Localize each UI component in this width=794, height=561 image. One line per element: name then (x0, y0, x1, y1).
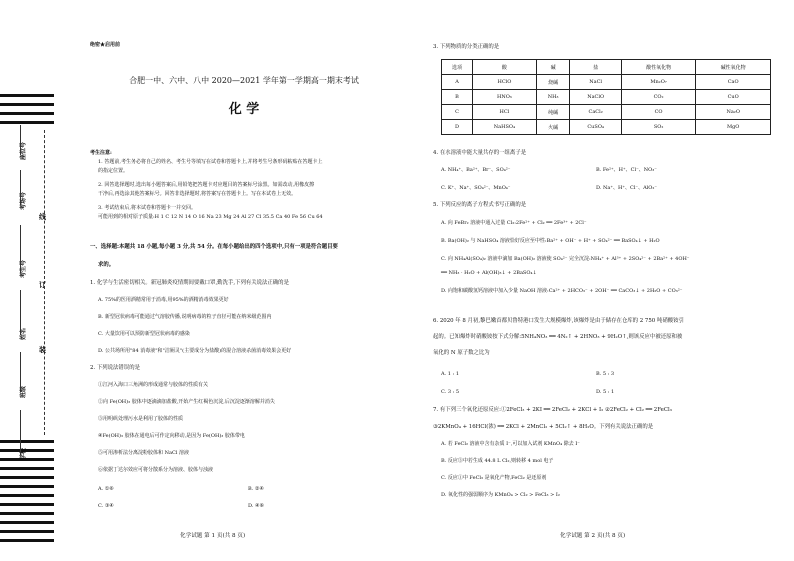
statement-4: ④Fe(OH)₃ 胶体在通电后可作定向移动,是因为 Fe(OH)₃ 胶体带电 (98, 433, 245, 439)
question-stem-cont: ③2KMnO₄ + 16HCl(浓) ══ 2KCl + 2MnCl₂ + 5Cl₂↑ + 8H₂O。下列有关说法正确的是 (433, 424, 654, 430)
question-7 (433, 407, 672, 509)
section-heading: 一、选择题:本题共 18 小题,每小题 3 分,共 54 分。在每小题给出的四个选项中,只有一项是符合题目要 (90, 244, 338, 250)
school-label: 学校 (20, 447, 27, 460)
table-header-cell: 选项 (442, 60, 473, 75)
binding-mark-mount: 装 (39, 345, 46, 354)
table-cell: CuSO₄ (570, 120, 621, 135)
name-label: 姓名 (20, 327, 27, 340)
table-cell: Mn₂O₇ (621, 75, 696, 90)
table-header-cell: 碱性氧化物 (696, 60, 771, 75)
option-a: A. 75%的医用酒精常用于消毒,用95%的酒精消毒效果更好 (98, 297, 229, 303)
statement-6: ⑥依据丁达尔效应可将分散系分为溶液、胶体与浊液 (98, 467, 214, 473)
table-cell: D (442, 120, 473, 135)
option-c: C. 大量饮用可以预防新型冠状病毒的感染 (98, 331, 190, 337)
option-d: D. 氧化性的强弱顺序为 KMnO₄ > Cl₂ > FeCl₃ > I₂ (441, 492, 560, 498)
statement-3: ③用明矾处理污水是利用了胶体的性质 (98, 416, 184, 422)
option-c-cont: ══ NH₃ · H₂O + Al(OH)₃↓ + 2BaSO₄↓ (441, 270, 537, 276)
option-b: B. 新型冠状病毒可能通过气溶胶传播,说明病毒的粒子直径可能在纳米级范围内 (98, 314, 272, 320)
question-1 (90, 280, 291, 365)
atomic-mass-line: 可能用到的相对原子质量:H 1 C 12 N 14 O 16 Na 23 Mg 24 Al 27 Cl 35.5 Ca 40 Fe 56 Cu 64 (98, 214, 323, 220)
option-a: A. ①⑥ (98, 486, 114, 492)
table-cell: CuO (696, 90, 771, 105)
table-header-cell: 盐 (570, 60, 621, 75)
question-3-stem: 3. 下列物质的分类正确的是 (433, 44, 500, 50)
option-b: B. ②④ (248, 486, 264, 492)
question-stem: 5. 下列反应的离子方程式书写正确的是 (433, 202, 527, 208)
question-4 (433, 150, 526, 157)
option-d: D. 5 : 1 (596, 389, 615, 395)
question-stem-cont: 起的。已知爆炸时硝酸铵按下式分解:5NH₄NO₃ ══ 4N₂↑ + 2HNO₃ + 9H₂O↑,则该反应中被还原和被 (433, 334, 683, 340)
page-footer-left: 化学试题 第 1 页(共 8 页) (180, 533, 246, 539)
table-cell: CO₂ (621, 90, 696, 105)
notice-line: 1. 答题前,考生务必将自己的姓名、考生号等填写在试卷和答题卡上,并将考生号条形码粘贴在答题卡上 (98, 159, 323, 165)
table-row (442, 120, 771, 135)
option-b: B. Fe²⁺、H⁺、Cl⁻、NO₃⁻ (596, 167, 657, 173)
statement-2: ②向 Fe(OH)₃ 胶体中逐滴滴加盐酸,开始产生红褐色沉淀,后沉淀逐渐溶解并消失 (98, 399, 275, 405)
table-header-row (442, 60, 771, 75)
table-header-cell: 酸 (473, 60, 537, 75)
table-header-cell: 碱 (536, 60, 570, 75)
table-header-cell: 酸性氧化物 (621, 60, 696, 75)
section-heading-cont: 求的。 (98, 262, 115, 268)
table-cell: B (442, 90, 473, 105)
table-cell: 烧碱 (536, 75, 570, 90)
notice-line: 3. 考试结束后,将本试卷和答题卡一并交回。 (98, 205, 196, 211)
question-stem: 2. 下列说法错误的是 (90, 365, 140, 371)
question-2 (90, 365, 275, 484)
classification-table (441, 59, 771, 135)
option-a: A. 向 FeBr₂ 溶液中通入过量 Cl₂:2Fe²⁺ + Cl₂ ══ 2Fe³⁺ + 2Cl⁻ (441, 220, 587, 226)
table-cell: MgO (696, 120, 771, 135)
binding-mark-line: 线 (39, 212, 46, 221)
table-cell: NaCl (570, 75, 621, 90)
option-a: A. 若 FeCl₂ 溶液中含有杂质 I⁻,可以加入试剂 KMnO₄ 除去 I⁻ (441, 441, 580, 447)
question-5 (433, 202, 689, 306)
question-stem: 6. 2020 年 8 月初,黎巴嫩首都贝鲁特港口发生大规模爆炸,该爆炸是由于储存在仓库的 2 750 吨硝酸铵引 (433, 318, 684, 324)
option-d: D. Na⁺、H⁺、Cl⁻、AlO₂⁻ (596, 185, 658, 191)
option-b: B. Ba(OH)₂ 与 NaHSO₄ 溶液恰好反应至中性:Ba²⁺ + OH⁻ + H⁺ + SO₄²⁻ ══ BaSO₄↓ + H₂O (441, 238, 660, 244)
table-cell: A (442, 75, 473, 90)
table-row (442, 105, 771, 120)
binding-mark-bind: 订 (39, 280, 46, 289)
option-a: A. 1 : 1 (441, 371, 460, 377)
table-cell: HNO₃ (473, 90, 537, 105)
table-cell: NaHSO₄ (473, 120, 537, 135)
notice-line: 的指定位置。 (98, 168, 129, 174)
question-stem: 4. 在水溶液中能大量共存的一组离子是 (433, 150, 527, 156)
table-cell: NH₃ (536, 90, 570, 105)
table-cell: 纯碱 (536, 105, 570, 120)
page-footer-right: 化学试题 第 2 页(共 8 页) (560, 533, 626, 539)
option-b: B. 5 : 3 (596, 371, 615, 377)
table-cell: SO₂ (621, 120, 696, 135)
notice-line: 2. 回答选择题时,选出每小题答案后,用铅笔把答题卡对应题目的答案标号涂黑。如需改动,用橡皮擦 (98, 182, 315, 188)
notice-line: 干净后,再选涂其他答案标号。回答非选择题时,将答案写在答题卡上。写在本试卷上无效。 (98, 191, 297, 197)
table-cell: HClO (473, 75, 537, 90)
option-c: C. 反应①中 FeCl₃ 是氧化产物,FeCl₂ 是还原剂 (441, 475, 547, 481)
statement-5: ⑤可用渗析法分离淀粉胶体和 NaCl 溶液 (98, 450, 189, 456)
notice-list (98, 159, 323, 223)
option-b: B. 反应③中若生成 44.8 L Cl₂,则转移 4 mol 电子 (441, 458, 554, 464)
table-cell: NaClO (570, 90, 621, 105)
table-cell: CO (621, 105, 696, 120)
table-row (442, 75, 771, 90)
option-d: D. 向饱和碳酸氢钙溶液中加入少量 NaOH 溶液:Ca²⁺ + 2HCO₃⁻ + 2OH⁻ ══ CaCO₃↓ + 2H₂O + CO₃²⁻ (441, 288, 683, 294)
room-number-label: 考场号 (20, 191, 27, 210)
option-d: D. ④⑥ (248, 503, 264, 509)
table-cell: CaO (696, 75, 771, 90)
option-d: D. 公共场所用"84 消毒液"和"洁厕灵"(主要成分为盐酸)的混合溶液杀菌消毒效果会更好 (98, 348, 292, 354)
table-cell: 火碱 (536, 120, 570, 135)
notice-title: 考生注意: (90, 150, 112, 156)
option-c: C. ③④ (98, 503, 114, 509)
option-c: C. K⁺、Na⁺、SO₄²⁻、MnO₄⁻ (441, 185, 511, 191)
student-number-label: 考生号 (20, 259, 27, 278)
option-a: A. NH₄⁺、Ba²⁺、Br⁻、SO₄²⁻ (441, 167, 511, 173)
table-cell: C (442, 105, 473, 120)
question-6 (433, 318, 684, 366)
table-row (442, 90, 771, 105)
option-c: C. 3 : 5 (441, 389, 460, 395)
class-label: 班级 (20, 385, 27, 398)
table-cell: Na₂O (696, 105, 771, 120)
table-cell: HCl (473, 105, 537, 120)
question-stem-cont: 氧化的 N 原子数之比为 (433, 350, 490, 356)
question-stem: 1. 化学与生活密切相关。新冠肺炎疫情期间要戴口罩,勤洗手,下列有关说法正确的是 (90, 280, 289, 286)
option-c: C. 向 NH₄Al(SO₄)₂ 溶液中滴加 Ba(OH)₂ 溶液使 SO₄²⁻ 完全沉淀:NH₄⁺ + Al³⁺ + 2SO₄²⁻ + 2Ba²⁺ + 4OH⁻ (441, 256, 690, 262)
exam-title: 合肥一中、六中、八中 2020—2021 学年第一学期高一期末考试 (129, 76, 359, 85)
confidential-label: 绝密★启用前 (90, 42, 121, 48)
seat-number-label: 座位号 (20, 141, 27, 160)
question-stem: 7. 有下列三个氧化还原反应:①2FeCl₃ + 2KI ══ 2FeCl₂ + 2KCl + I₂ ②2FeCl₂ + Cl₂ ══ 2FeCl₃ (433, 407, 672, 413)
table-cell: CaCl₂ (570, 105, 621, 120)
subject-title: 化 学 (228, 102, 260, 117)
statement-1: ①江河入海口三角洲的形成通常与胶体的性质有关 (98, 382, 209, 388)
